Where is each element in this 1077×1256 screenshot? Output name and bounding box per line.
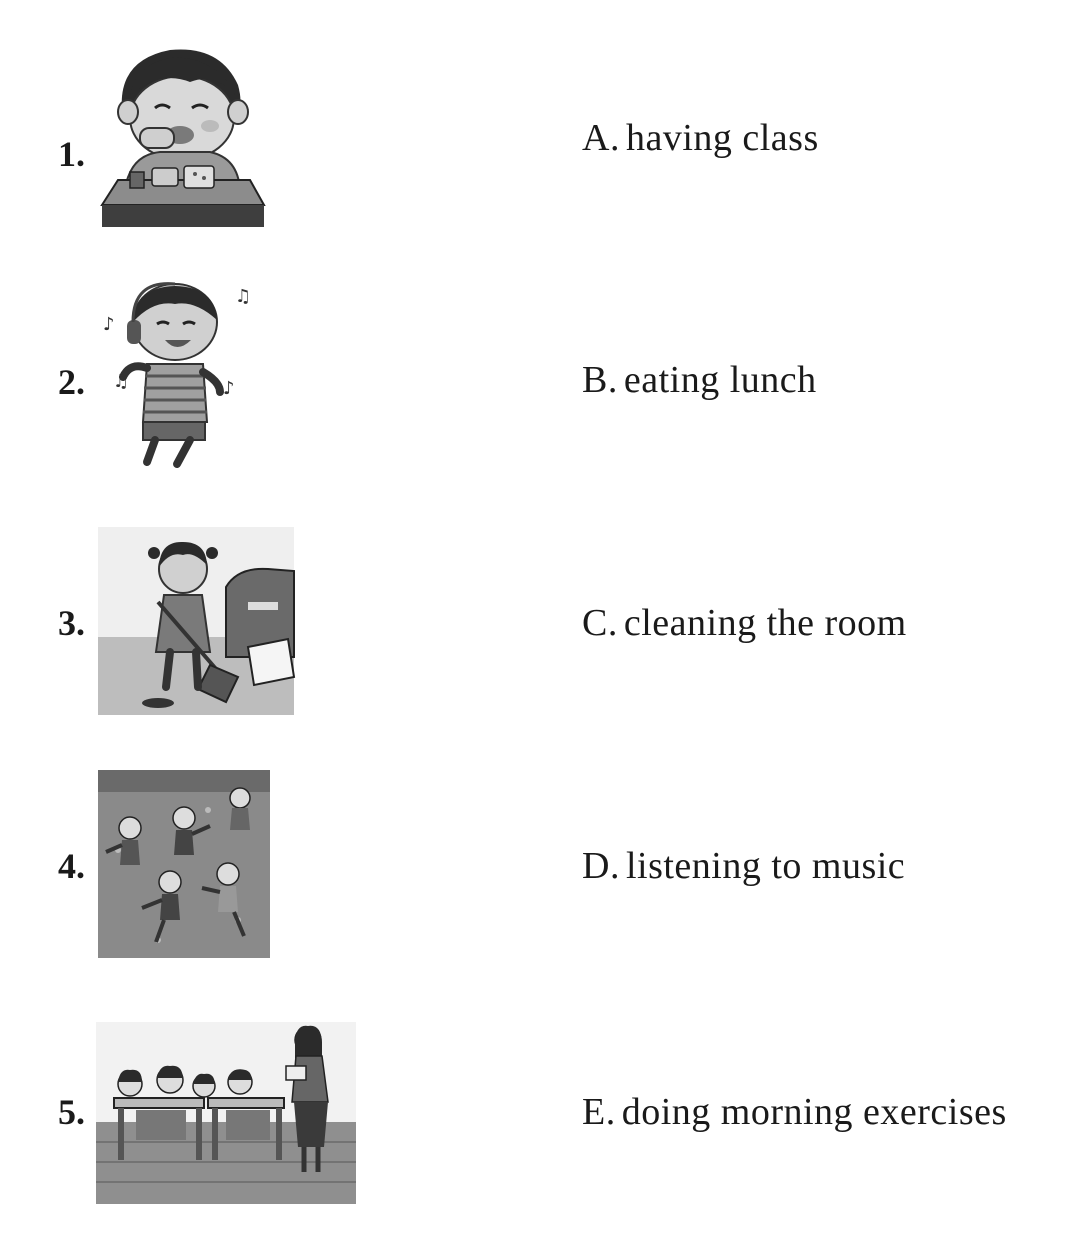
item-number: 5. [58,1092,85,1132]
matching-row-1 [0,38,1077,282]
option-letter: C. [582,602,618,644]
option-d [582,846,905,886]
option-a [582,118,819,158]
boy-eating-lunch-illustration [100,40,266,228]
item-number: 1. [58,134,85,174]
girl-cleaning-room-illustration [98,527,294,715]
option-e [582,1092,1007,1132]
item-number: 3. [58,603,85,643]
option-c [582,603,907,643]
matching-row-3 [0,525,1077,769]
matching-row-2 [0,282,1077,526]
teacher-and-class-illustration [96,1022,356,1204]
option-text: cleaning the room [623,602,907,644]
option-b [582,360,817,400]
option-letter: B. [582,359,618,401]
option-text: listening to music [625,845,906,887]
boy-listening-to-music-illustration [95,282,260,472]
option-text: having class [625,117,819,159]
svg-text:♪: ♪ [103,314,115,335]
option-letter: D. [582,845,620,887]
svg-text:♫: ♫ [113,371,130,392]
svg-text:♫: ♫ [235,286,252,307]
svg-text:♪: ♪ [223,378,235,399]
children-doing-exercises-illustration [98,770,270,958]
matching-row-4 [0,768,1077,1012]
option-letter: A. [582,117,620,159]
option-letter: E. [582,1091,616,1133]
matching-row-5 [0,1012,1077,1256]
option-text: eating lunch [623,359,817,401]
option-text: doing morning exercises [621,1091,1007,1133]
item-number: 2. [58,362,85,402]
item-number: 4. [58,846,85,886]
